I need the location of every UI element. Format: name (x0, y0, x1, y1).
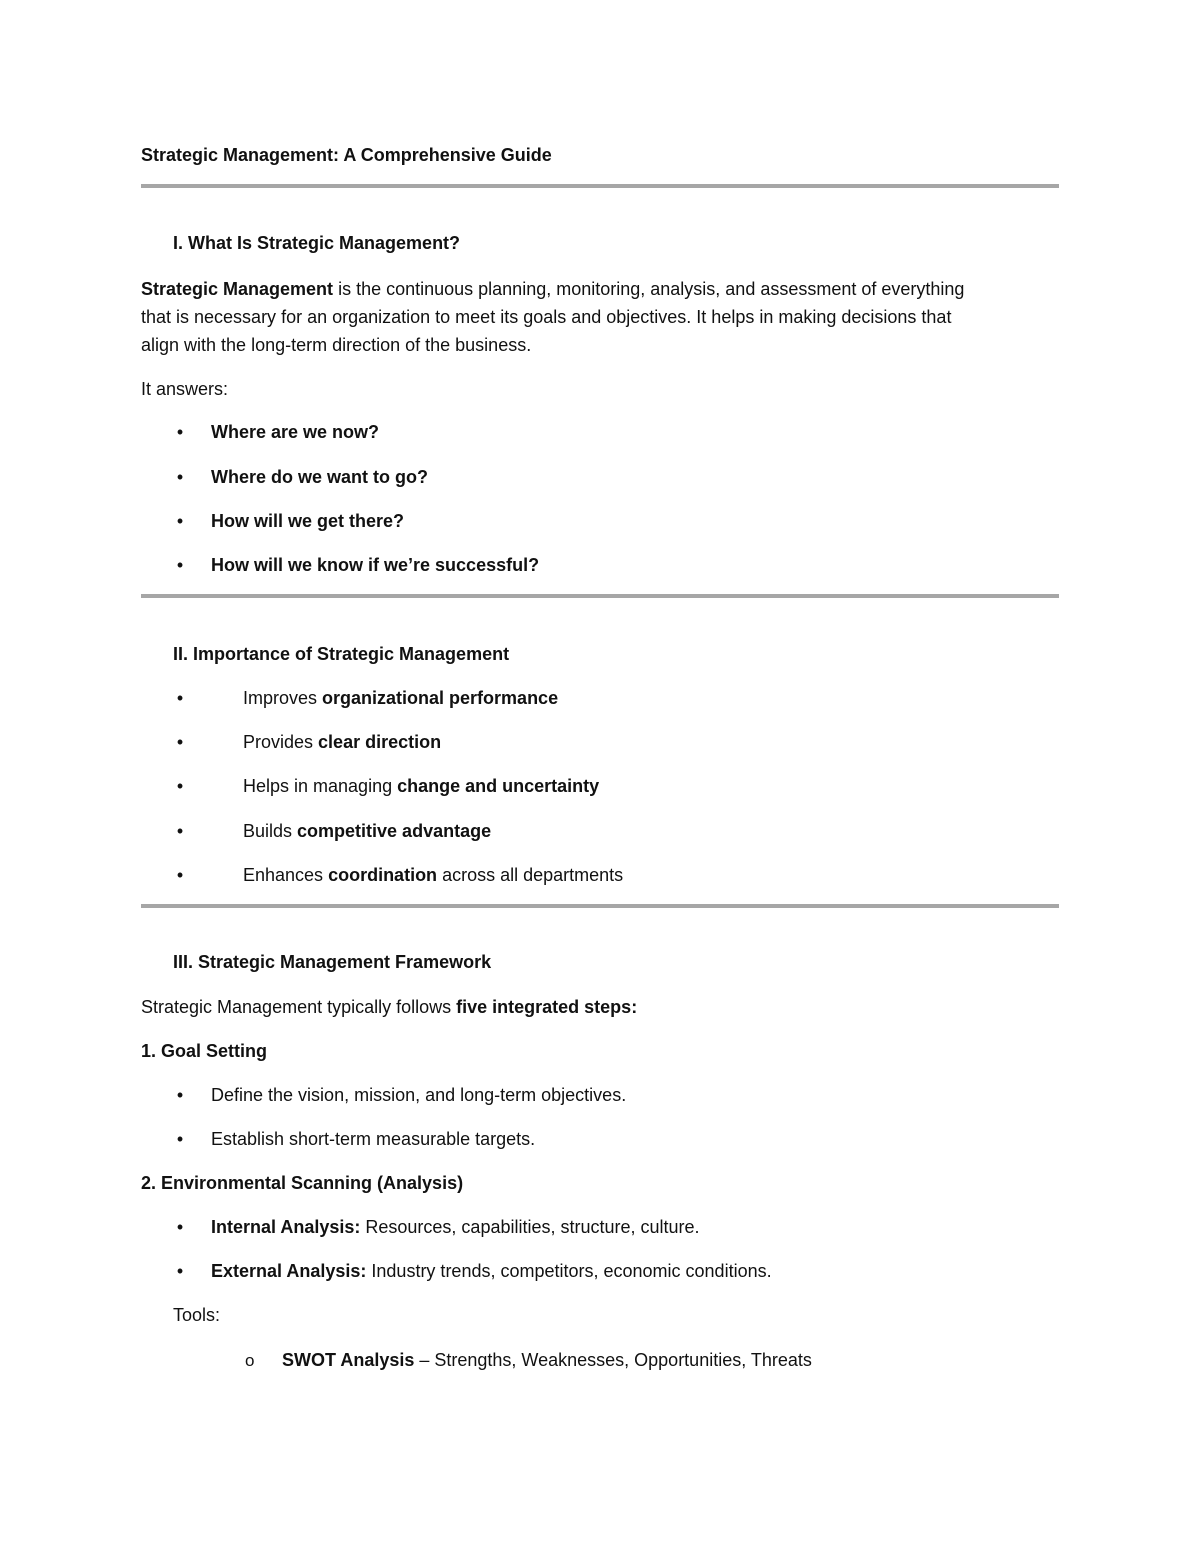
paragraph-text: is the continuous planning, monitoring, analysis, and assessment of everything (333, 279, 965, 299)
bullet-icon: • (176, 555, 184, 575)
horizontal-rule (141, 184, 1059, 188)
sub-bullet-icon: o (245, 1351, 255, 1370)
list-item (211, 1259, 772, 1283)
list-item-text: Industry trends, competitors, economic conditions. (366, 1261, 772, 1281)
paragraph-line (141, 995, 637, 1019)
list-item (243, 730, 441, 754)
list-item (243, 819, 491, 843)
list-item: Where are we now? (211, 422, 380, 442)
list-item-emphasis: External Analysis: (211, 1261, 367, 1281)
bullet-icon: • (176, 688, 184, 708)
list-item: Where do we want to go? (211, 467, 428, 487)
section-heading: I. What Is Strategic Management? (173, 233, 461, 253)
list-item-emphasis: clear direction (318, 732, 442, 752)
paragraph-emphasis: five integrated steps: (456, 997, 638, 1017)
bullet-icon: • (176, 511, 184, 531)
tools-label: Tools: (173, 1305, 221, 1325)
paragraph-text: Strategic Management typically follows (141, 997, 457, 1017)
list-item-emphasis: organizational performance (322, 688, 559, 708)
tool-description: – Strengths, Weaknesses, Opportunities, Threats (414, 1350, 812, 1370)
list-item-emphasis: competitive advantage (297, 821, 492, 841)
list-item: How will we get there? (211, 511, 405, 531)
bullet-icon: • (176, 732, 184, 752)
bullet-icon: • (176, 1261, 184, 1281)
subsection-heading: 1. Goal Setting (141, 1041, 268, 1061)
bullet-icon: • (176, 821, 184, 841)
tool-name: SWOT Analysis (282, 1350, 415, 1370)
bullet-icon: • (176, 1217, 184, 1237)
list-item (243, 686, 558, 710)
list-item-text: Improves (243, 688, 323, 708)
list-item (243, 774, 599, 798)
list-item (243, 863, 623, 887)
list-item-emphasis: coordination (328, 865, 438, 885)
section-heading: III. Strategic Management Framework (173, 952, 492, 972)
list-item-emphasis: Internal Analysis: (211, 1217, 361, 1237)
list-item: Establish short-term measurable targets. (211, 1129, 536, 1149)
bullet-icon: • (176, 1085, 184, 1105)
paragraph-line (141, 277, 964, 301)
list-item-text: Enhances (243, 865, 329, 885)
list-item: Define the vision, mission, and long-term objectives. (211, 1085, 627, 1105)
horizontal-rule (141, 904, 1059, 908)
subsection-heading: 2. Environmental Scanning (Analysis) (141, 1173, 464, 1193)
bullet-icon: • (176, 467, 184, 487)
document-title: Strategic Management: A Comprehensive Guide (141, 145, 552, 165)
list-item-text: across all departments (437, 865, 624, 885)
bullet-icon: • (176, 1129, 184, 1149)
list-item-text: Resources, capabilities, structure, culture. (360, 1217, 700, 1237)
tool-item (282, 1348, 812, 1372)
list-item: How will we know if we’re successful? (211, 555, 540, 575)
list-item-text: Provides (243, 732, 319, 752)
answers-intro: It answers: (141, 379, 229, 399)
paragraph-line: that is necessary for an organization to meet its goals and objectives. It helps in making decisions that (141, 307, 952, 327)
horizontal-rule (141, 594, 1059, 598)
list-item-text: Builds (243, 821, 298, 841)
section-heading: II. Importance of Strategic Management (173, 644, 510, 664)
bullet-icon: • (176, 776, 184, 796)
bullet-icon: • (176, 865, 184, 885)
bold-term: Strategic Management (141, 279, 334, 299)
bullet-icon: • (176, 422, 184, 442)
list-item-emphasis: change and uncertainty (397, 776, 600, 796)
paragraph-line: align with the long-term direction of the business. (141, 335, 532, 355)
list-item-text: Helps in managing (243, 776, 398, 796)
list-item (211, 1215, 700, 1239)
